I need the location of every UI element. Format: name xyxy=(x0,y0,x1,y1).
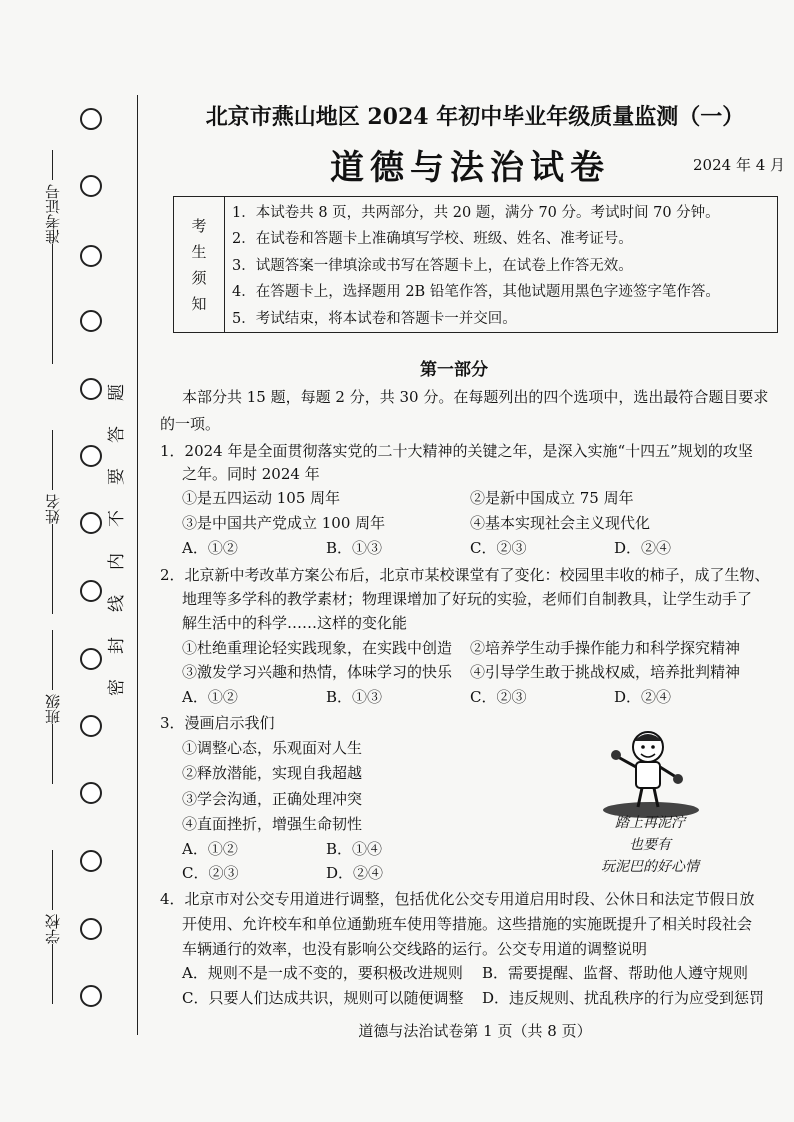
cartoon-body xyxy=(636,762,660,788)
q2-option-b[interactable]: B．①③ xyxy=(326,688,383,706)
notice-item: 2．在试卷和答题卡上准确填写学校、班级、姓名、准考证号。 xyxy=(232,231,633,248)
binding-hole xyxy=(80,580,102,602)
q4-option-a[interactable]: A．规则不是一成不变的，要积极改进规则 xyxy=(182,964,463,982)
candidate-notice-box xyxy=(173,196,778,333)
question-1-stem-cont: 之年。同时 2024 年 xyxy=(182,465,320,483)
part-title: 第一部分 xyxy=(420,360,488,380)
q3-statement-3: ③学会沟通，正确处理冲突 xyxy=(182,790,363,808)
question-2-stem-cont: 解生活中的科学……这样的变化能 xyxy=(182,614,408,632)
exam-header-title: 北京市燕山地区 2024 年初中毕业年级质量监测（一） xyxy=(205,104,745,130)
q3-statement-2: ②释放潜能，实现自我超越 xyxy=(182,764,363,782)
q3-statement-1: ①调整心态，乐观面对人生 xyxy=(182,739,363,757)
notice-item: 1．本试卷共 8 页，共两部分，共 20 题，满分 70 分。考试时间 70 分钟。 xyxy=(232,205,720,221)
binding-hole xyxy=(80,782,102,804)
binding-hole xyxy=(80,918,102,940)
q2-statement-4: ④引导学生敢于挑战权威，培养批判精神 xyxy=(470,663,741,681)
q1-option-b[interactable]: B．①③ xyxy=(326,539,383,557)
q2-option-c[interactable]: C．②③ xyxy=(470,688,527,706)
school-field[interactable] xyxy=(42,850,82,1008)
q4-option-b[interactable]: B．需要提醒、监督、帮助他人遵守规则 xyxy=(482,964,749,982)
q1-statement-4: ④基本实现社会主义现代化 xyxy=(470,514,651,532)
notice-item: 5．考试结束，将本试卷和答题卡一并交回。 xyxy=(232,310,517,327)
question-1-stem: 1．2024 年是全面贯彻落实党的二十大精神的关键之年，是深入实施“十四五”规划的攻坚 xyxy=(160,442,753,460)
question-2-stem: 2．北京新中考改革方案公布后，北京市某校课堂有了变化：校园里丰收的柿子，成了生物、 xyxy=(160,566,770,584)
binding-hole xyxy=(80,445,102,467)
question-4-stem-cont: 车辆通行的效率，也没有影响公交线路的运行。公交专用道的调整说明 xyxy=(182,940,648,958)
q3-option-b[interactable]: B．①④ xyxy=(326,840,383,858)
q2-option-d[interactable]: D．②④ xyxy=(614,688,672,706)
page-title: 道德与法治试卷 xyxy=(330,148,610,188)
q2-statement-2: ②培养学生动手操作能力和科学探究精神 xyxy=(470,639,741,657)
q4-option-c[interactable]: C．只要人们达成共识，规则可以随便调整 xyxy=(182,989,464,1007)
q3-option-d[interactable]: D．②④ xyxy=(326,864,384,882)
seal-warning: 题 答 要 不 内 线 封 密 xyxy=(107,384,127,696)
notice-items xyxy=(232,200,720,332)
question-3-stem: 3．漫画启示我们 xyxy=(160,714,275,732)
question-4-stem: 4．北京市对公交专用道进行调整，包括优化公交专用道启用时段、公休日和法定节假日放 xyxy=(160,890,755,908)
class-field[interactable] xyxy=(42,630,82,788)
name-label: 姓名 xyxy=(44,494,62,524)
q2-option-a[interactable]: A．①② xyxy=(182,688,238,706)
q1-statement-3: ③是中国共产党成立 100 周年 xyxy=(182,514,386,532)
binding-hole xyxy=(80,245,102,267)
binding-hole xyxy=(80,985,102,1007)
q1-option-c[interactable]: C．②③ xyxy=(470,539,527,557)
name-field[interactable] xyxy=(42,430,82,618)
q2-statement-3: ③激发学习兴趣和热情，体味学习的快乐 xyxy=(182,663,453,681)
exam-date: 2024 年 4 月 xyxy=(693,156,786,174)
q2-statement-1: ①杜绝重理论轻实践现象，在实践中创造 xyxy=(182,639,453,657)
school-label: 学校 xyxy=(44,914,62,944)
class-label: 班级 xyxy=(44,694,62,724)
exam-number-label: 准考证号 xyxy=(44,184,62,244)
q4-option-d[interactable]: D．违反规则、扰乱秩序的行为应受到惩罚 xyxy=(482,989,765,1007)
part-intro-cont: 的一项。 xyxy=(160,415,221,433)
binding-hole xyxy=(80,850,102,872)
question-2-stem-cont: 地理等多学科的教学素材；物理课增加了好玩的实验，老师们自制教具，让学生动手了 xyxy=(182,590,753,608)
q1-option-a[interactable]: A．①② xyxy=(182,539,238,557)
binding-hole xyxy=(80,648,102,670)
mud-ball xyxy=(673,774,683,784)
part-intro: 本部分共 15 题，每题 2 分，共 30 分。在每题列出的四个选项中，选出最符合题目要求 xyxy=(182,388,769,406)
exam-number-field[interactable] xyxy=(42,150,82,368)
page-footer: 道德与法治试卷第 1 页（共 8 页） xyxy=(358,1022,592,1040)
notice-item: 3．试题答案一律填涂或书写在答题卡上，在试卷上作答无效。 xyxy=(232,257,633,274)
notice-label: 考 生 须 知 xyxy=(174,197,225,332)
q3-option-a[interactable]: A．①② xyxy=(182,840,238,858)
binding-hole xyxy=(80,175,102,197)
binding-hole xyxy=(80,378,102,400)
question-4-stem-cont: 开使用、允许校车和单位通勤班车使用等措施。这些措施的实施既提升了相关时段社会 xyxy=(182,915,753,933)
notice-item: 4．在答题卡上，选择题用 2B 铅笔作答，其他试题用黑色字迹签字笔作答。 xyxy=(232,284,720,301)
q1-statement-2: ②是新中国成立 75 周年 xyxy=(470,489,634,507)
q3-option-c[interactable]: C．②③ xyxy=(182,864,239,882)
binding-line xyxy=(137,95,138,1035)
binding-hole xyxy=(80,512,102,534)
mud-ball xyxy=(611,750,621,760)
binding-hole xyxy=(80,715,102,737)
cartoon-caption: 踏上再泥泞 也要有 玩泥巴的好心情 xyxy=(601,815,699,875)
q3-statement-4: ④直面挫折，增强生命韧性 xyxy=(182,815,363,833)
cartoon-image xyxy=(596,725,706,820)
q1-option-d[interactable]: D．②④ xyxy=(614,539,672,557)
q1-statement-1: ①是五四运动 105 周年 xyxy=(182,489,341,507)
binding-hole xyxy=(80,108,102,130)
binding-hole xyxy=(80,310,102,332)
